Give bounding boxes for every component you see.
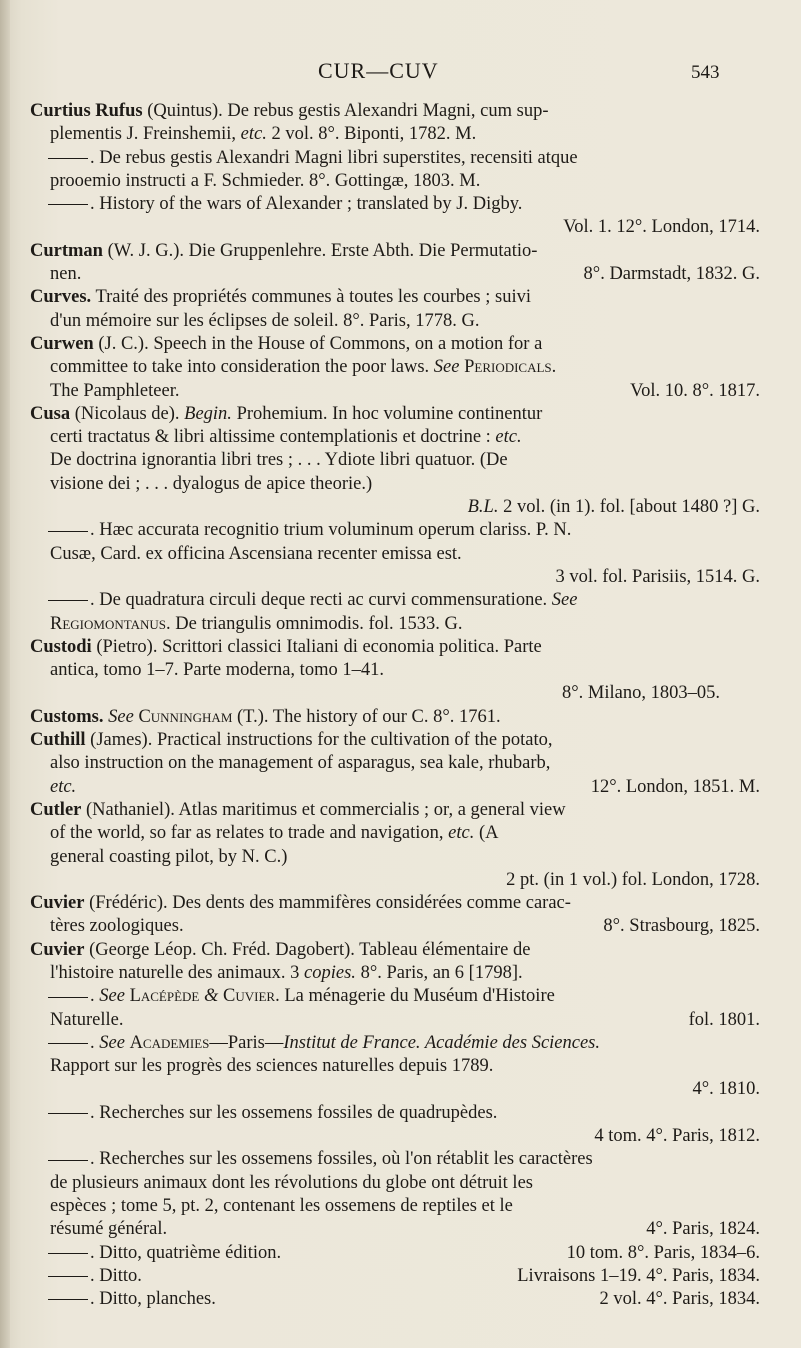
catalogue-entry: Cuthill (James). Practical instructions for the cultivation of the potato, also instruction on the management of asparagus, sea kale, rhubarb, etc. 12°. London, 1851. M. [30,730,760,797]
running-header [0,58,801,88]
catalogue-entry: . History of the wars of Alexander ; translated by J. Digby. Vol. 1. 12°. London, 1714. [30,193,760,240]
ditto-dash [48,1043,88,1044]
catalogue-entry: Cuvier (Frédéric). Des dents des mammifères considérées comme carac- tères zoologiques. 8°. Strasbourg, 1825. [30,893,760,937]
cross-reference: Cunningham [138,706,233,727]
entry-heading: Cuvier [30,893,85,914]
catalogue-entry: Cuvier (George Léop. Ch. Fréd. Dagobert). Tableau élémentaire de l'histoire naturelle des animaux. 3 copies. 8°. Paris, an 6 [1798]. [30,939,531,983]
ditto-dash [48,204,88,205]
entry-heading: Cusa [30,403,71,424]
page-number: 543 [691,62,720,83]
catalogue-entry: . Recherches sur les ossemens fossiles, où l'on rétablit les caractères de plusieurs animaux dont les révolutions du globe ont détruit les espèces ; tome 5, pt. 2, contenant les ossemens de reptiles et le résumé général. 4°. Paris, 1824. [50,1149,760,1240]
ditto-dash [48,531,88,532]
cross-reference: Academies [129,1032,210,1053]
catalogue-entry: Curwen (J. C.). Speech in the House of Commons, on a motion for a committee to take into consideration the poor laws. See Periodicals. The Pamphleteer. Vol. 10. 8°. 1817. [30,333,760,401]
catalogue-entry: Cutler (Nathaniel). Atlas maritimus et commercialis ; or, a general view of the world, so far as relates to trade and navigation, etc. (A general coasting pilot, by N. C.) 2 pt. (in 1 vol.) fol. London, 1728. [30,799,760,890]
ditto-dash [48,1253,88,1254]
header-title: CUR—CUV [318,58,439,83]
cross-reference: Lacépède [129,986,200,1007]
catalogue-entry: . De rebus gestis Alexandri Magni libri superstites, recensiti atque prooemio instructi a F. Schmieder. 8°. Gottingæ, 1803. M. [50,147,578,191]
catalogue-entries [30,100,760,1311]
catalogue-entry: . Ditto, planches. 2 vol. 4°. Paris, 1834. [30,1288,760,1311]
catalogue-entry: . Ditto, quatrième édition. 10 tom. 8°. Paris, 1834–6. [30,1242,760,1265]
entry-heading: Curtius Rufus [30,101,143,121]
entry-heading: Cutler [30,799,82,820]
catalogue-entry: Curves. Traité des propriétés communes à toutes les courbes ; suivi d'un mémoire sur les éclipses de soleil. 8°. Paris, 1778. G. [30,287,531,331]
ditto-dash [48,1160,88,1161]
catalogue-entry: Cusa (Nicolaus de). Begin. Prohemium. In hoc volumine continentur certi tractatus & libri altissime contemplationis et doctrine : etc. De doctrina ignorantia libri tres ; . . . Ydiote libri quatuor. (De visione dei ; . . . dyalogus de apice theorie.) B.L. 2 vol. (in 1). fol. [about 1480 ?] G. [30,403,760,518]
catalogue-entry: Curtman (W. J. G.). Die Gruppenlehre. Erste Abth. Die Permutatio- nen. 8°. Darmstadt, 1832. G. [30,240,760,285]
page-gutter-shadow [0,0,10,1348]
entry-heading: Cuvier [30,939,85,960]
catalogue-entry: . Hæc accurata recognitio trium voluminum operum clariss. P. N. Cusæ, Card. ex officina Ascensiana recenter emissa est. 3 vol. fol. Parisiis, 1514. G. [50,520,760,587]
ditto-dash [48,1113,88,1114]
entry-heading: Customs. [30,706,104,727]
catalogue-entry: Curtius Rufus (Quintus). De rebus gestis Alexandri Magni, cum sup- plementis J. Freinshemii, etc. 2 vol. 8°. Biponti, 1782. M. [30,101,549,145]
catalogue-entry: . Recherches sur les ossemens fossiles de quadrupèdes. 4 tom. 4°. Paris, 1812. [30,1102,760,1149]
cross-reference: Periodicals. [464,357,557,378]
entry-heading: Curves. [30,287,92,308]
catalogue-entry: Customs. See Cunningham (T.). The history of our C. 8°. 1761. [30,706,501,727]
entry-heading: Custodi [30,636,92,657]
cross-reference: Cuvier. [223,986,280,1007]
ditto-dash [48,1276,88,1277]
catalogue-entry: . See Academies—Paris—Institut de France. Académie des Sciences. Rapport sur les progrès des sciences naturelles depuis 1789. 4°. 1810. [50,1032,760,1100]
entry-heading: Curtman [30,240,103,261]
catalogue-entry: . De quadratura circuli deque recti ac curvi commensuratione. See Regiomontanus. De triangulis omnimodis. fol. 1533. G. [50,590,578,634]
entry-heading: Curwen [30,333,94,354]
ditto-dash [48,600,88,601]
catalogue-entry: . See Lacépède & Cuvier. La ménagerie du Muséum d'Histoire Naturelle. fol. 1801. [50,986,760,1030]
entry-heading: Cuthill [30,730,86,751]
ditto-dash [48,997,88,998]
cross-reference: Regiomontanus. [50,613,171,634]
ditto-dash [48,1299,88,1300]
ditto-dash [48,158,88,159]
catalogue-entry: Custodi (Pietro). Scrittori classici Italiani di economia politica. Parte antica, tomo 1–7. Parte moderna, tomo 1–41. 8°. Milano, 1803–05. [30,636,720,704]
catalogue-entry: . Ditto. Livraisons 1–19. 4°. Paris, 1834. [30,1265,760,1288]
